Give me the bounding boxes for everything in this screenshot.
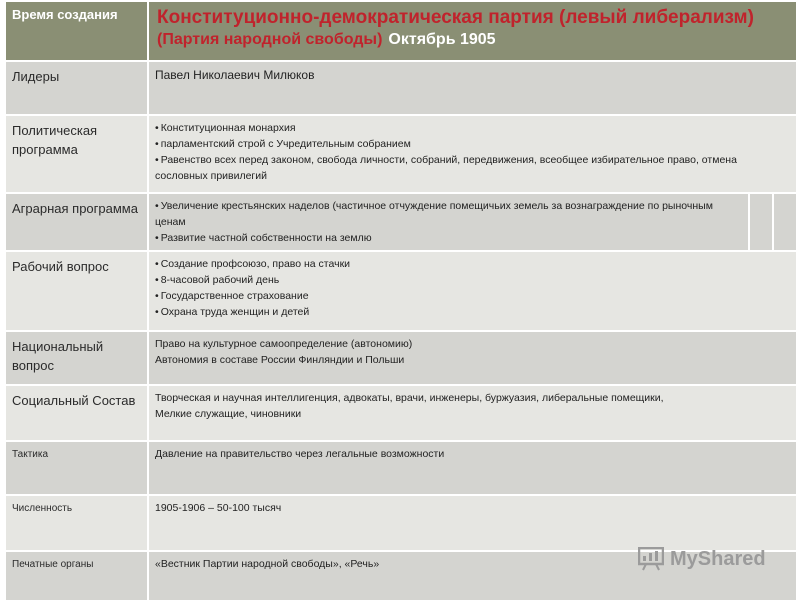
political-list [155,120,790,184]
value-agrarian [149,194,748,250]
labor-list [155,256,790,320]
row-agrarian [6,194,796,250]
text-line: Автономия в составе России Финляндии и Польши [155,354,405,366]
label-agrarian: Аграрная программа [6,194,147,250]
list-item: • Государственное страхование [155,288,790,304]
text-line: Мелкие служащие, чиновники [155,408,302,420]
list-item: • Увеличение крестьянских наделов (частичное отчуждение помещичьих земель за вознаграждение по рыночным ценам [155,198,742,230]
presentation-board-icon [638,547,664,571]
text-line: Творческая и научная интеллигенция, адвокаты, врачи, инженеры, буржуазия, либеральные помещики, [155,392,664,404]
empty-cell [750,194,772,250]
watermark-text: MyShared [670,547,766,570]
list-item: • парламентский строй с Учредительным собранием [155,136,790,152]
row-membership [6,496,796,550]
row-tactics [6,442,796,494]
label-leaders: Лидеры [6,62,147,114]
party-subtitle-line [157,30,788,50]
agrarian-list [155,198,742,246]
list-item: • Равенство всех перед законом, свобода личности, собраний, передвижения, всеобщее избирательное право, отмена сословных привилегий [155,152,790,184]
list-item: • Конституционная монархия [155,120,790,136]
label-membership: Численность [6,496,147,550]
party-title: Конституционно-демократическая партия (левый либерализм) [157,7,754,28]
text-line: Право на культурное самоопределение (автономию) [155,338,413,350]
empty-cell [774,194,796,250]
value-membership: 1905-1906 – 50-100 тысяч [149,496,796,550]
label-national: Национальный вопрос [6,332,147,384]
label-tactics: Тактика [6,442,147,494]
value-political [149,116,796,192]
list-item: • Создание профсоюзо, право на стачки [155,256,790,272]
value-leaders: Павел Николаевич Милюков [149,62,796,114]
party-subtitle: (Партия народной свободы) [157,31,383,48]
row-social [6,386,796,440]
founding-date: Октябрь 1905 [388,31,496,48]
row-national [6,332,796,384]
header-row [6,2,796,60]
header-label: Время создания [6,2,147,60]
watermark [638,547,766,571]
label-press: Печатные органы [6,552,147,600]
value-social [149,386,796,440]
row-leaders [6,62,796,114]
label-social: Социальный Состав [6,386,147,440]
value-tactics: Давление на правительство через легальные возможности [149,442,796,494]
row-political [6,116,796,192]
list-item: • Развитие частной собственности на землю [155,230,742,246]
value-press: «Вестник Партии народной свободы», «Речь» [149,552,796,600]
value-national [149,332,796,384]
list-item: • Охрана труда женщин и детей [155,304,790,320]
party-table [4,0,798,600]
row-labor [6,252,796,330]
list-item: • 8-часовой рабочий день [155,272,790,288]
value-labor [149,252,796,330]
header-title-cell [149,2,796,60]
label-political: Политическая программа [6,116,147,192]
label-labor: Рабочий вопрос [6,252,147,330]
